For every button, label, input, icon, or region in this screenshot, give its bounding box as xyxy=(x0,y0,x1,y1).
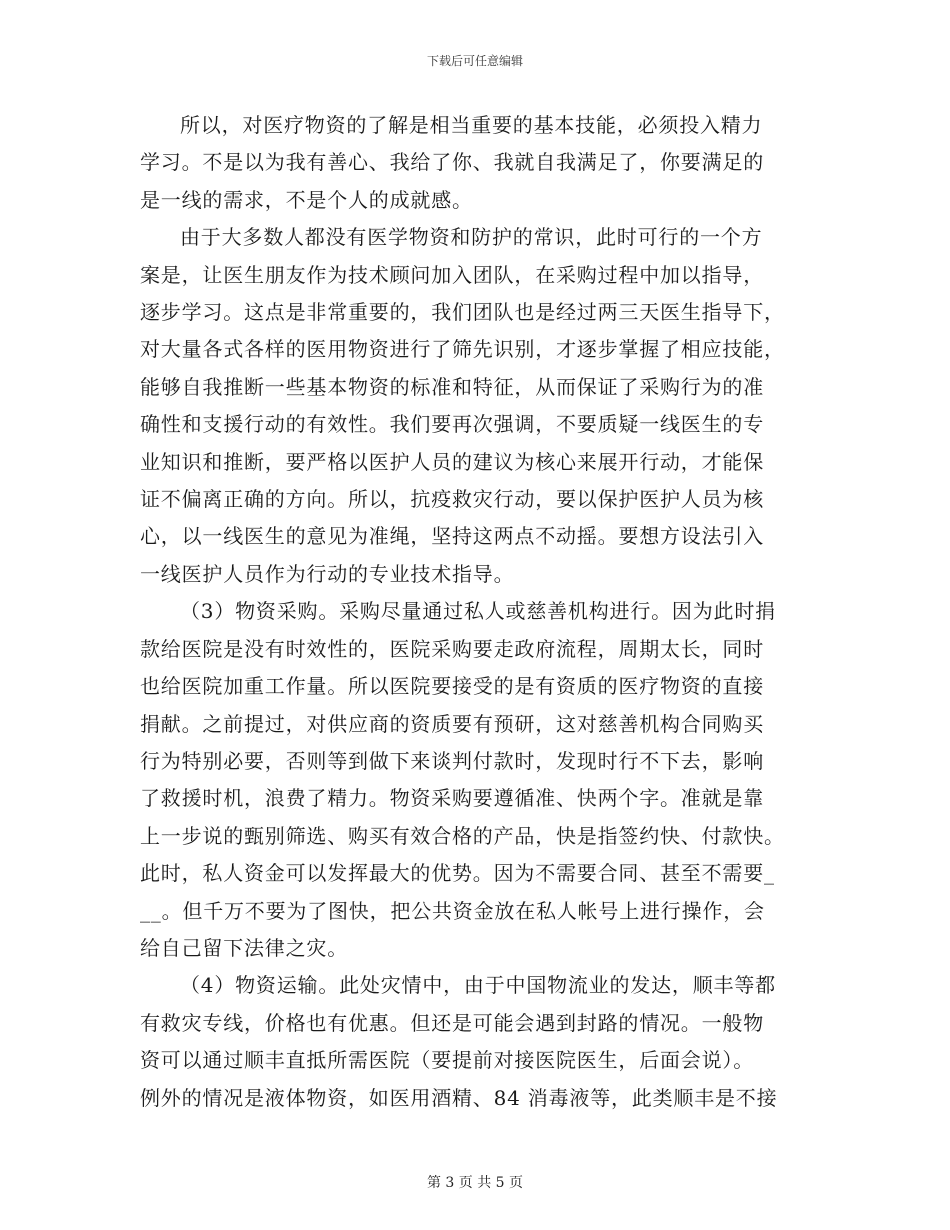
text-line: 也给医院加重工作量。所以医院要接受的是有资质的医疗物资的直接 xyxy=(140,674,764,699)
text-line: 逐步学习。这点是非常重要的，我们团队也是经过两三天医生指导下， xyxy=(140,300,785,325)
header-text: 下载后可任意编辑 xyxy=(426,54,523,68)
text-line: 行为特别必要，否则等到做下来谈判付款时，发现时行不下去，影响 xyxy=(140,748,764,773)
text-line: 证不偏离正确的方向。所以，抗疫救灾行动，要以保护医护人员为核 xyxy=(140,487,764,512)
page-header xyxy=(0,52,950,69)
text-line: 能够自我推断一些基本物资的标准和特征，从而保证了采购行为的准 xyxy=(140,374,764,399)
text-line: 所以，对医疗物资的了解是相当重要的基本技能，必须投入精力 xyxy=(180,113,763,137)
paragraph-doctor-advisor xyxy=(140,219,808,593)
text-line: 案是，让医生朋友作为技术顾问加入团队，在采购过程中加以指导， xyxy=(140,262,764,287)
page-number: 第 3 页 共 5 页 xyxy=(426,1175,524,1191)
paragraph-medical-knowledge xyxy=(140,107,808,219)
text-line: 学习。不是以为我有善心、我给了你、我就自我满足了，你要满足的 xyxy=(140,150,764,175)
text-line: 是一线的需求，不是个人的成就感。 xyxy=(140,187,473,212)
text-line: 例外的情况是液体物资，如医用酒精、84 消毒液等，此类顺丰是不接 xyxy=(140,1085,778,1110)
text-line: 款给医院是没有时效性的，医院采购要走政府流程，周期太长，同时 xyxy=(140,636,764,661)
text-line: 了救援时机，浪费了精力。物资采购要遵循准、快两个字。准就是靠 xyxy=(140,786,764,811)
page-footer xyxy=(0,1172,950,1192)
text-line: （4）物资运输。此处灾情中，由于中国物流业的发达，顺丰等都 xyxy=(180,973,776,998)
text-line: 心，以一线医生的意见为准绳，坚持这两点不动摇。要想方设法引入 xyxy=(140,524,764,549)
text-line: 业知识和推断，要严格以医护人员的建议为核心来展开行动，才能保 xyxy=(140,449,764,474)
text-line: 捐献。之前提过，对供应商的资质要有预研，这对慈善机构合同购买 xyxy=(140,711,764,736)
document-body xyxy=(140,107,808,1117)
text-line: 对大量各式各样的医用物资进行了筛先识别，才逐步掌握了相应技能， xyxy=(140,337,785,362)
text-line: （3）物资采购。采购尽量通过私人或慈善机构进行。因为此时捐 xyxy=(180,599,776,624)
paragraph-transport xyxy=(140,967,808,1117)
text-line: 确性和支援行动的有效性。我们要再次强调，不要质疑一线医生的专 xyxy=(140,412,764,437)
text-line: 资可以通过顺丰直抵所需医院（要提前对接医院医生，后面会说）。 xyxy=(140,1048,754,1073)
text-line: __。但千万不要为了图快，把公共资金放在私人帐号上进行操作，会 xyxy=(140,898,765,923)
text-line: 给自己留下法律之灾。 xyxy=(140,935,348,960)
text-line: 此时，私人资金可以发挥最大的优势。因为不需要合同、甚至不需要_ xyxy=(140,861,775,886)
paragraph-procurement xyxy=(140,593,808,967)
text-line: 一线医护人员作为行动的专业技术指导。 xyxy=(140,561,515,586)
text-line: 由于大多数人都没有医学物资和防护的常识，此时可行的一个方 xyxy=(180,225,763,250)
text-line: 上一步说的甄别筛选、购买有效合格的产品，快是指签约快、付款快。 xyxy=(140,823,785,848)
text-line: 有救灾专线，价格也有优惠。但还是可能会遇到封路的情况。一般物 xyxy=(140,1010,764,1035)
